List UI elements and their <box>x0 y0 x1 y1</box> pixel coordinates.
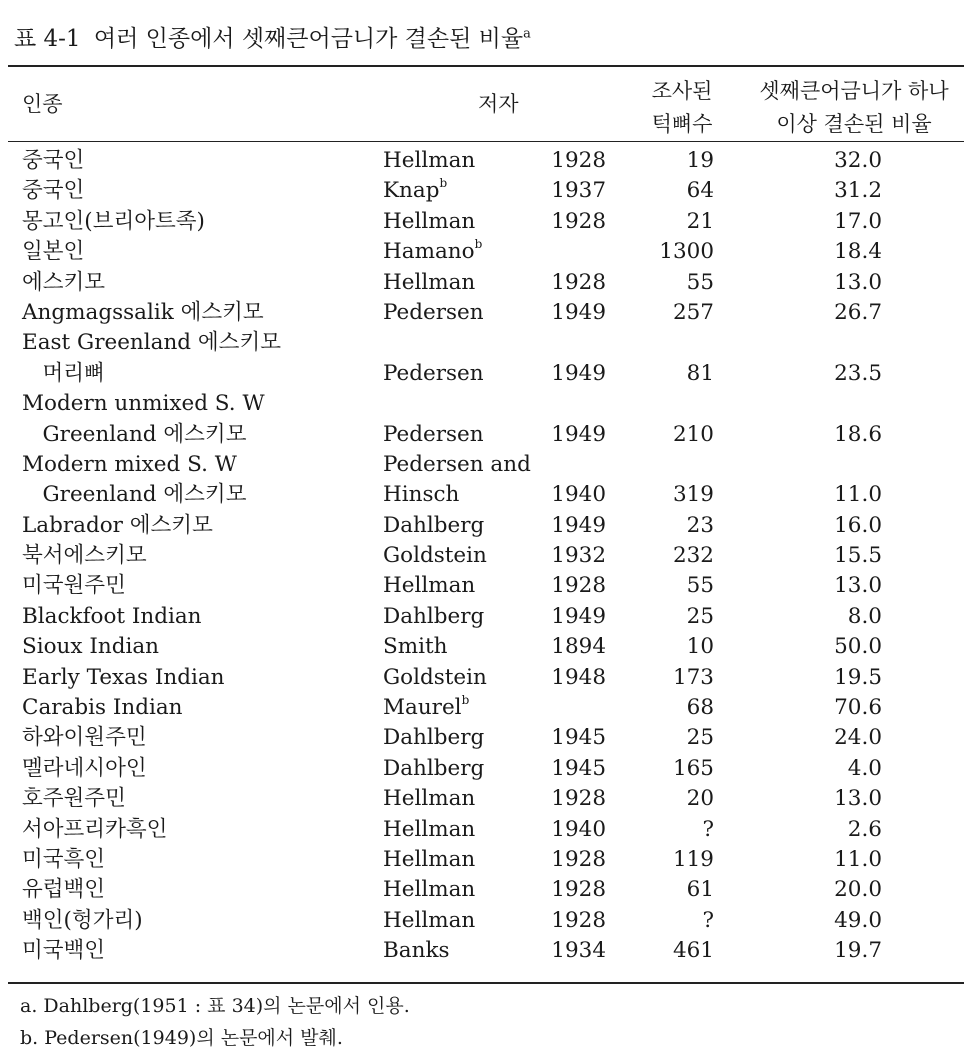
race-cell: Greenland 에스키모 <box>22 421 247 447</box>
author-name: Pedersen <box>383 360 484 386</box>
table-row <box>0 936 971 966</box>
author-name: Hellman <box>383 846 476 872</box>
author-name: Goldstein <box>383 543 487 569</box>
author-cell <box>383 906 475 936</box>
table-row <box>0 207 971 237</box>
jaw-count-cell: 319 <box>672 482 714 508</box>
table-row <box>0 663 971 693</box>
year-cell: 1949 <box>551 299 606 325</box>
table-row <box>0 237 971 267</box>
jaw-count-cell: 23 <box>686 512 714 538</box>
header-missing-rate-line2: 이상 결손된 비율 <box>776 112 932 136</box>
missing-rate-cell: 18.4 <box>834 239 882 265</box>
table-body <box>0 146 971 967</box>
missing-rate-cell: 2.6 <box>847 816 882 842</box>
missing-rate-cell: 8.0 <box>847 603 882 629</box>
author-cell <box>383 298 484 328</box>
race-cell: 일본인 <box>22 239 85 265</box>
race-cell: Angmagssalik 에스키모 <box>22 299 264 325</box>
jaw-count-cell: 10 <box>686 634 714 660</box>
table-row <box>0 693 971 723</box>
author-name: Hellman <box>383 208 476 234</box>
author-name: Maurel <box>383 695 462 721</box>
jaw-count-cell: 81 <box>686 360 714 386</box>
year-cell: 1934 <box>551 938 606 964</box>
table-row <box>0 450 971 480</box>
author-name: Smith <box>383 634 448 660</box>
author-footnote-marker: b <box>461 692 470 707</box>
race-cell: 호주원주민 <box>22 786 126 812</box>
author-footnote-marker: b <box>474 237 483 252</box>
header-rule <box>8 141 964 142</box>
race-cell: 중국인 <box>22 178 85 204</box>
year-cell: 1928 <box>551 208 606 234</box>
header-jaw-count-line1: 조사된 <box>651 79 713 103</box>
header-author: 저자 <box>478 92 519 116</box>
jaw-count-cell: 19 <box>686 148 714 173</box>
table-row <box>0 389 971 419</box>
table-row <box>0 420 971 450</box>
missing-rate-cell: 50.0 <box>834 634 882 660</box>
table-caption <box>14 20 531 53</box>
missing-rate-cell: 13.0 <box>834 786 882 812</box>
jaw-count-cell: 61 <box>686 877 714 903</box>
missing-rate-cell: 24.0 <box>834 725 882 751</box>
race-cell: 에스키모 <box>22 269 106 295</box>
table-row <box>0 328 971 358</box>
year-cell: 1928 <box>551 846 606 872</box>
missing-rate-cell: 26.7 <box>834 299 882 325</box>
author-cell <box>383 815 475 845</box>
table-row <box>0 632 971 662</box>
jaw-count-cell: 119 <box>672 846 714 872</box>
missing-rate-cell: 17.0 <box>834 208 882 234</box>
table-row <box>0 875 971 905</box>
table-top-rule <box>8 65 964 67</box>
author-cell <box>383 784 475 814</box>
author-cell <box>383 875 475 905</box>
race-cell: 미국백인 <box>22 938 106 964</box>
author-name: Pedersen <box>383 421 484 447</box>
author-cell <box>383 632 447 662</box>
author-cell <box>383 511 484 541</box>
table-row <box>0 146 971 176</box>
table-row <box>0 480 971 510</box>
missing-rate-cell: 11.0 <box>834 846 882 872</box>
jaw-count-cell: 68 <box>686 695 714 721</box>
race-cell: Modern unmixed S. W <box>22 391 265 417</box>
jaw-count-cell: 173 <box>672 664 714 690</box>
table-row <box>0 602 971 632</box>
author-name: Goldstein <box>383 664 487 690</box>
race-cell: East Greenland 에스키모 <box>22 330 281 356</box>
author-name: Hellman <box>383 148 476 173</box>
author-name: Dahlberg <box>383 755 485 781</box>
missing-rate-cell: 49.0 <box>834 907 882 933</box>
table-row <box>0 754 971 784</box>
race-cell: 미국흑인 <box>22 846 106 872</box>
author-name: Hellman <box>383 573 476 599</box>
table-row <box>0 541 971 571</box>
year-cell: 1894 <box>551 634 606 660</box>
author-cell <box>383 480 459 510</box>
header-missing-rate-line1: 셋째큰어금니가 하나 <box>759 79 949 103</box>
author-cell <box>383 176 447 206</box>
table-bottom-rule <box>8 982 964 984</box>
table-row <box>0 815 971 845</box>
footnote-a: a. Dahlberg(1951 : 표 34)의 논문에서 인용. <box>20 995 410 1017</box>
race-cell: Sioux Indian <box>22 634 159 660</box>
year-cell: 1948 <box>551 664 606 690</box>
table-row <box>0 723 971 753</box>
jaw-count-cell: ? <box>702 816 714 842</box>
author-cell <box>383 420 484 450</box>
jaw-count-cell: ? <box>702 907 714 933</box>
race-cell: Labrador 에스키모 <box>22 512 213 538</box>
table-row <box>0 268 971 298</box>
year-cell: 1940 <box>551 482 606 508</box>
race-cell: 서아프리카흑인 <box>22 816 168 842</box>
author-footnote-marker: b <box>439 176 448 191</box>
race-cell: Early Texas Indian <box>22 664 225 690</box>
missing-rate-cell: 11.0 <box>834 482 882 508</box>
missing-rate-cell: 18.6 <box>834 421 882 447</box>
race-cell: 유럽백인 <box>22 877 106 903</box>
year-cell: 1945 <box>551 725 606 751</box>
missing-rate-cell: 70.6 <box>834 695 882 721</box>
year-cell: 1949 <box>551 421 606 447</box>
year-cell: 1928 <box>551 573 606 599</box>
jaw-count-cell: 232 <box>672 543 714 569</box>
race-cell: Greenland 에스키모 <box>22 482 247 508</box>
author-cell <box>383 359 484 389</box>
author-name: Pedersen <box>383 299 484 325</box>
year-cell: 1932 <box>551 543 606 569</box>
missing-rate-cell: 4.0 <box>847 755 882 781</box>
table-row <box>0 176 971 206</box>
year-cell: 1928 <box>551 877 606 903</box>
jaw-count-cell: 20 <box>686 786 714 812</box>
jaw-count-cell: 25 <box>686 725 714 751</box>
author-cell <box>383 845 475 875</box>
missing-rate-cell: 32.0 <box>834 148 882 173</box>
author-name: Hellman <box>383 877 476 903</box>
author-name: Dahlberg <box>383 725 485 751</box>
header-jaw-count <box>628 75 736 141</box>
author-name: Banks <box>383 938 450 964</box>
race-cell: 하와이원주민 <box>22 725 147 751</box>
author-name: Hellman <box>383 816 476 842</box>
author-name: Hellman <box>383 269 476 295</box>
header-race: 인종 <box>22 92 63 116</box>
missing-rate-cell: 20.0 <box>834 877 882 903</box>
author-cell <box>383 450 531 480</box>
author-cell <box>383 146 475 176</box>
missing-rate-cell: 13.0 <box>834 573 882 599</box>
missing-rate-cell: 15.5 <box>834 543 882 569</box>
jaw-count-cell: 461 <box>672 938 714 964</box>
year-cell: 1928 <box>551 269 606 295</box>
missing-rate-cell: 16.0 <box>834 512 882 538</box>
year-cell: 1940 <box>551 816 606 842</box>
year-cell: 1949 <box>551 360 606 386</box>
author-cell <box>383 723 484 753</box>
year-cell: 1928 <box>551 786 606 812</box>
table-title: 여러 인종에서 셋째큰어금니가 결손된 비율 <box>93 26 524 52</box>
table-row <box>0 571 971 601</box>
race-cell: 미국원주민 <box>22 573 126 599</box>
table-row <box>0 845 971 875</box>
author-name: Pedersen and <box>383 451 531 477</box>
footnote-b: b. Pedersen(1949)의 논문에서 발췌. <box>20 1027 343 1049</box>
jaw-count-cell: 165 <box>672 755 714 781</box>
jaw-count-cell: 1300 <box>659 239 714 265</box>
race-cell: 백인(헝가리) <box>22 907 143 933</box>
author-cell <box>383 663 487 693</box>
author-name: Dahlberg <box>383 603 485 629</box>
year-cell: 1928 <box>551 907 606 933</box>
jaw-count-cell: 210 <box>672 421 714 447</box>
missing-rate-cell: 13.0 <box>834 269 882 295</box>
year-cell: 1928 <box>551 148 606 173</box>
table-row <box>0 359 971 389</box>
race-cell: 몽고인(브리아트족) <box>22 208 205 234</box>
year-cell: 1949 <box>551 603 606 629</box>
race-cell: 멜라네시아인 <box>22 755 147 781</box>
author-cell <box>383 237 482 267</box>
jaw-count-cell: 25 <box>686 603 714 629</box>
race-cell: 북서에스키모 <box>22 543 147 569</box>
author-cell <box>383 754 484 784</box>
year-cell: 1945 <box>551 755 606 781</box>
missing-rate-cell: 19.5 <box>834 664 882 690</box>
author-name: Hellman <box>383 907 476 933</box>
jaw-count-cell: 21 <box>686 208 714 234</box>
caption-footnote-marker: a <box>523 26 531 42</box>
header-missing-rate <box>744 75 964 141</box>
missing-rate-cell: 31.2 <box>834 178 882 204</box>
author-name: Knap <box>383 178 440 204</box>
author-cell <box>383 936 450 966</box>
race-cell: 중국인 <box>22 148 85 173</box>
missing-rate-cell: 19.7 <box>834 938 882 964</box>
race-cell: Modern mixed S. W <box>22 451 237 477</box>
footnotes <box>20 990 410 1054</box>
jaw-count-cell: 55 <box>686 269 714 295</box>
missing-rate-cell: 23.5 <box>834 360 882 386</box>
author-cell <box>383 571 475 601</box>
author-cell <box>383 693 469 723</box>
author-name: Hamano <box>383 239 475 265</box>
table-row <box>0 298 971 328</box>
author-name: Hinsch <box>383 482 460 508</box>
author-name: Dahlberg <box>383 512 485 538</box>
race-cell: Blackfoot Indian <box>22 603 202 629</box>
author-cell <box>383 602 484 632</box>
table-row <box>0 511 971 541</box>
jaw-count-cell: 64 <box>686 178 714 204</box>
table-row <box>0 784 971 814</box>
jaw-count-cell: 257 <box>672 299 714 325</box>
author-cell <box>383 541 487 571</box>
table-number: 표 4-1 <box>14 26 81 52</box>
author-cell <box>383 207 475 237</box>
race-cell: Carabis Indian <box>22 695 183 721</box>
table-row <box>0 906 971 936</box>
jaw-count-cell: 55 <box>686 573 714 599</box>
author-cell <box>383 268 475 298</box>
year-cell: 1937 <box>551 178 606 204</box>
author-name: Hellman <box>383 786 476 812</box>
year-cell: 1949 <box>551 512 606 538</box>
header-jaw-count-line2: 턱뼈수 <box>651 112 713 136</box>
race-cell: 머리뼈 <box>22 360 105 386</box>
